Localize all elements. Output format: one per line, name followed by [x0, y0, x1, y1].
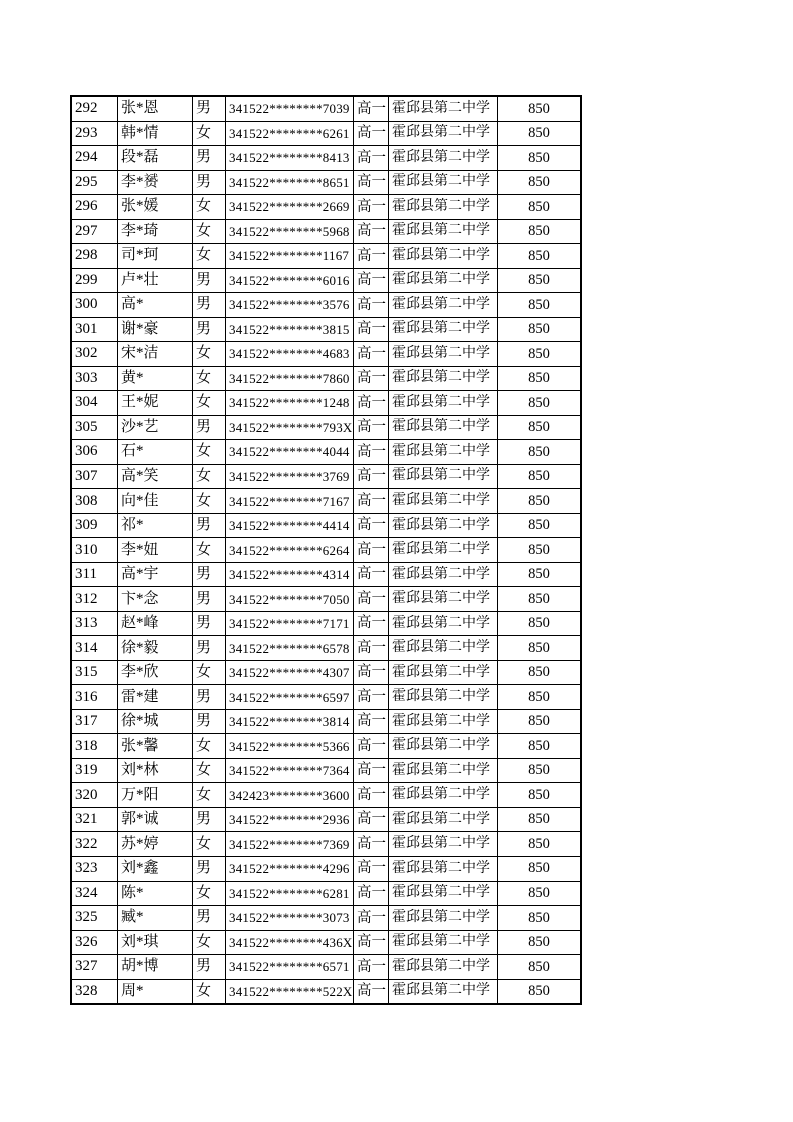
table-row — [72, 734, 580, 759]
cell-school: 霍邱县第二中学 — [389, 563, 498, 587]
cell-name: 赵*峰 — [118, 612, 193, 636]
cell-name: 郭*诚 — [118, 808, 193, 832]
cell-grade: 高一 — [354, 416, 389, 440]
cell-id_number: 341522********4683 — [226, 342, 354, 366]
cell-amount: 850 — [528, 370, 550, 387]
cell-id_number: 341522********7364 — [226, 759, 354, 783]
cell-row_no: 316 — [72, 685, 118, 709]
cell-amount: 850 — [528, 860, 550, 877]
cell-gender: 女 — [193, 465, 226, 489]
cell-grade: 高一 — [354, 882, 389, 906]
cell-row_no: 300 — [72, 293, 118, 317]
cell-amount: 850 — [528, 688, 550, 705]
cell-id_number: 341522********793X — [226, 416, 354, 440]
cell-name: 宋*洁 — [118, 342, 193, 366]
cell-grade: 高一 — [354, 514, 389, 538]
cell-row_no: 325 — [72, 906, 118, 930]
cell-name: 张*恩 — [118, 97, 193, 121]
cell-name: 张*媛 — [118, 195, 193, 219]
cell-row_no: 314 — [72, 636, 118, 660]
table-row — [72, 391, 580, 416]
cell-grade: 高一 — [354, 980, 389, 1004]
cell-grade: 高一 — [354, 759, 389, 783]
cell-grade: 高一 — [354, 587, 389, 611]
cell-grade: 高一 — [354, 269, 389, 293]
cell-grade: 高一 — [354, 122, 389, 146]
table-row — [72, 440, 580, 465]
table-row — [72, 146, 580, 171]
cell-grade: 高一 — [354, 832, 389, 856]
cell-id_number: 341522********7167 — [226, 489, 354, 513]
cell-school: 霍邱县第二中学 — [389, 685, 498, 709]
cell-grade: 高一 — [354, 293, 389, 317]
cell-school: 霍邱县第二中学 — [389, 195, 498, 219]
cell-name: 雷*建 — [118, 685, 193, 709]
cell-school: 霍邱县第二中学 — [389, 661, 498, 685]
cell-gender: 女 — [193, 980, 226, 1004]
cell-id_number: 341522********6597 — [226, 685, 354, 709]
table-row — [72, 220, 580, 245]
cell-amount: 850 — [528, 272, 550, 289]
cell-id_number: 341522********2936 — [226, 808, 354, 832]
cell-name: 万*阳 — [118, 783, 193, 807]
cell-grade: 高一 — [354, 367, 389, 391]
cell-grade: 高一 — [354, 931, 389, 955]
cell-gender: 男 — [193, 636, 226, 660]
cell-id_number: 341522********4044 — [226, 440, 354, 464]
cell-gender: 女 — [193, 244, 226, 268]
cell-row_no: 298 — [72, 244, 118, 268]
cell-id_number: 341522********8413 — [226, 146, 354, 170]
cell-gender: 男 — [193, 857, 226, 881]
cell-amount: 850 — [528, 198, 550, 215]
cell-amount: 850 — [528, 983, 550, 1000]
cell-school: 霍邱县第二中学 — [389, 342, 498, 366]
cell-row_no: 320 — [72, 783, 118, 807]
cell-grade: 高一 — [354, 710, 389, 734]
cell-school: 霍邱县第二中学 — [389, 367, 498, 391]
cell-row_no: 317 — [72, 710, 118, 734]
cell-gender: 男 — [193, 906, 226, 930]
cell-grade: 高一 — [354, 955, 389, 979]
table-row — [72, 293, 580, 318]
cell-id_number: 341522********7860 — [226, 367, 354, 391]
cell-amount: 850 — [528, 321, 550, 338]
cell-id_number: 341522********3815 — [226, 318, 354, 342]
cell-name: 臧* — [118, 906, 193, 930]
cell-amount: 850 — [528, 762, 550, 779]
cell-name: 张*馨 — [118, 734, 193, 758]
cell-id_number: 341522********1167 — [226, 244, 354, 268]
table-row — [72, 636, 580, 661]
cell-name: 韩*情 — [118, 122, 193, 146]
cell-amount: 850 — [528, 174, 550, 191]
student-roster-table — [70, 95, 582, 1005]
cell-id_number: 341522********7369 — [226, 832, 354, 856]
table-row — [72, 514, 580, 539]
table-row — [72, 955, 580, 980]
cell-grade: 高一 — [354, 342, 389, 366]
cell-id_number: 341522********3769 — [226, 465, 354, 489]
cell-gender: 女 — [193, 342, 226, 366]
table-row — [72, 587, 580, 612]
table-row — [72, 489, 580, 514]
cell-name: 向*佳 — [118, 489, 193, 513]
cell-grade: 高一 — [354, 440, 389, 464]
cell-row_no: 297 — [72, 220, 118, 244]
cell-grade: 高一 — [354, 465, 389, 489]
cell-gender: 男 — [193, 710, 226, 734]
cell-gender: 女 — [193, 440, 226, 464]
cell-gender: 男 — [193, 612, 226, 636]
cell-row_no: 304 — [72, 391, 118, 415]
cell-row_no: 308 — [72, 489, 118, 513]
cell-grade: 高一 — [354, 734, 389, 758]
cell-name: 刘*鑫 — [118, 857, 193, 881]
cell-name: 李*赟 — [118, 171, 193, 195]
cell-row_no: 312 — [72, 587, 118, 611]
cell-id_number: 341522********6016 — [226, 269, 354, 293]
cell-amount: 850 — [528, 492, 550, 509]
cell-row_no: 310 — [72, 538, 118, 562]
table-row — [72, 857, 580, 882]
cell-row_no: 326 — [72, 931, 118, 955]
cell-grade: 高一 — [354, 97, 389, 121]
cell-name: 李*妞 — [118, 538, 193, 562]
cell-row_no: 319 — [72, 759, 118, 783]
cell-name: 周* — [118, 980, 193, 1004]
cell-name: 高*笑 — [118, 465, 193, 489]
cell-school: 霍邱县第二中学 — [389, 538, 498, 562]
cell-id_number: 341522********7171 — [226, 612, 354, 636]
cell-grade: 高一 — [354, 195, 389, 219]
cell-gender: 男 — [193, 514, 226, 538]
cell-gender: 男 — [193, 97, 226, 121]
cell-gender: 男 — [193, 146, 226, 170]
cell-school: 霍邱县第二中学 — [389, 244, 498, 268]
cell-name: 高* — [118, 293, 193, 317]
cell-school: 霍邱县第二中学 — [389, 612, 498, 636]
table-row — [72, 612, 580, 637]
table-row — [72, 759, 580, 784]
cell-school: 霍邱县第二中学 — [389, 808, 498, 832]
cell-name: 胡*博 — [118, 955, 193, 979]
cell-gender: 女 — [193, 759, 226, 783]
cell-amount: 850 — [528, 639, 550, 656]
cell-name: 谢*豪 — [118, 318, 193, 342]
cell-gender: 女 — [193, 734, 226, 758]
table-row — [72, 710, 580, 735]
cell-school: 霍邱县第二中学 — [389, 391, 498, 415]
cell-amount: 850 — [528, 835, 550, 852]
cell-school: 霍邱县第二中学 — [389, 783, 498, 807]
table-row — [72, 269, 580, 294]
cell-row_no: 307 — [72, 465, 118, 489]
cell-grade: 高一 — [354, 146, 389, 170]
cell-name: 司*珂 — [118, 244, 193, 268]
cell-row_no: 328 — [72, 980, 118, 1004]
cell-gender: 男 — [193, 293, 226, 317]
cell-name: 高*宇 — [118, 563, 193, 587]
cell-name: 苏*婷 — [118, 832, 193, 856]
table-row — [72, 685, 580, 710]
cell-gender: 女 — [193, 489, 226, 513]
cell-grade: 高一 — [354, 318, 389, 342]
cell-name: 石* — [118, 440, 193, 464]
table-row — [72, 882, 580, 907]
cell-id_number: 341522********6571 — [226, 955, 354, 979]
cell-grade: 高一 — [354, 489, 389, 513]
cell-school: 霍邱县第二中学 — [389, 955, 498, 979]
cell-gender: 男 — [193, 269, 226, 293]
cell-amount: 850 — [528, 958, 550, 975]
cell-row_no: 306 — [72, 440, 118, 464]
cell-name: 陈* — [118, 882, 193, 906]
cell-id_number: 341522********8651 — [226, 171, 354, 195]
cell-amount: 850 — [528, 100, 550, 117]
cell-name: 卞*念 — [118, 587, 193, 611]
cell-id_number: 341522********6261 — [226, 122, 354, 146]
table-row — [72, 808, 580, 833]
cell-id_number: 341522********2669 — [226, 195, 354, 219]
cell-row_no: 315 — [72, 661, 118, 685]
cell-school: 霍邱县第二中学 — [389, 122, 498, 146]
cell-school: 霍邱县第二中学 — [389, 220, 498, 244]
table-row — [72, 318, 580, 343]
cell-grade: 高一 — [354, 220, 389, 244]
cell-row_no: 301 — [72, 318, 118, 342]
cell-grade: 高一 — [354, 661, 389, 685]
cell-id_number: 341522********1248 — [226, 391, 354, 415]
table-row — [72, 538, 580, 563]
cell-school: 霍邱县第二中学 — [389, 931, 498, 955]
cell-id_number: 341522********7039 — [226, 97, 354, 121]
cell-row_no: 321 — [72, 808, 118, 832]
cell-id_number: 341522********6281 — [226, 882, 354, 906]
cell-id_number: 341522********4307 — [226, 661, 354, 685]
cell-grade: 高一 — [354, 563, 389, 587]
table-row — [72, 783, 580, 808]
cell-school: 霍邱县第二中学 — [389, 416, 498, 440]
cell-row_no: 313 — [72, 612, 118, 636]
cell-school: 霍邱县第二中学 — [389, 759, 498, 783]
cell-name: 段*磊 — [118, 146, 193, 170]
cell-id_number: 341522********4296 — [226, 857, 354, 881]
cell-grade: 高一 — [354, 636, 389, 660]
cell-id_number: 341522********522X — [226, 980, 354, 1004]
cell-amount: 850 — [528, 934, 550, 951]
cell-school: 霍邱县第二中学 — [389, 587, 498, 611]
cell-gender: 女 — [193, 391, 226, 415]
table-row — [72, 244, 580, 269]
cell-amount: 850 — [528, 223, 550, 240]
cell-id_number: 341522********4414 — [226, 514, 354, 538]
table-row — [72, 122, 580, 147]
cell-name: 黄* — [118, 367, 193, 391]
cell-amount: 850 — [528, 419, 550, 436]
cell-id_number: 341522********6264 — [226, 538, 354, 562]
cell-amount: 850 — [528, 811, 550, 828]
cell-row_no: 327 — [72, 955, 118, 979]
cell-name: 祁* — [118, 514, 193, 538]
table-row — [72, 171, 580, 196]
cell-school: 霍邱县第二中学 — [389, 440, 498, 464]
cell-grade: 高一 — [354, 391, 389, 415]
cell-school: 霍邱县第二中学 — [389, 293, 498, 317]
cell-amount: 850 — [528, 664, 550, 681]
cell-row_no: 323 — [72, 857, 118, 881]
cell-amount: 850 — [528, 541, 550, 558]
cell-name: 王*妮 — [118, 391, 193, 415]
cell-id_number: 342423********3600 — [226, 783, 354, 807]
cell-amount: 850 — [528, 296, 550, 313]
cell-row_no: 294 — [72, 146, 118, 170]
cell-school: 霍邱县第二中学 — [389, 636, 498, 660]
cell-amount: 850 — [528, 885, 550, 901]
cell-row_no: 303 — [72, 367, 118, 391]
table-row — [72, 980, 580, 1004]
table-row — [72, 342, 580, 367]
cell-gender: 女 — [193, 783, 226, 807]
cell-amount: 850 — [528, 468, 550, 485]
cell-amount: 850 — [528, 345, 550, 362]
cell-id_number: 341522********3073 — [226, 906, 354, 930]
cell-school: 霍邱县第二中学 — [389, 710, 498, 734]
cell-grade: 高一 — [354, 857, 389, 881]
table-row — [72, 931, 580, 956]
cell-gender: 男 — [193, 171, 226, 195]
cell-school: 霍邱县第二中学 — [389, 318, 498, 342]
cell-amount: 850 — [528, 443, 550, 460]
cell-name: 徐*城 — [118, 710, 193, 734]
cell-school: 霍邱县第二中学 — [389, 906, 498, 930]
cell-gender: 男 — [193, 685, 226, 709]
cell-row_no: 309 — [72, 514, 118, 538]
cell-school: 霍邱县第二中学 — [389, 832, 498, 856]
cell-gender: 女 — [193, 367, 226, 391]
table-row — [72, 661, 580, 686]
cell-row_no: 295 — [72, 171, 118, 195]
cell-name: 徐*毅 — [118, 636, 193, 660]
cell-gender: 女 — [193, 882, 226, 906]
cell-grade: 高一 — [354, 171, 389, 195]
table-row — [72, 416, 580, 441]
cell-school: 霍邱县第二中学 — [389, 171, 498, 195]
table-row — [72, 832, 580, 857]
cell-row_no: 318 — [72, 734, 118, 758]
cell-school: 霍邱县第二中学 — [389, 734, 498, 758]
cell-grade: 高一 — [354, 244, 389, 268]
table-row — [72, 367, 580, 392]
cell-grade: 高一 — [354, 906, 389, 930]
cell-gender: 男 — [193, 416, 226, 440]
cell-row_no: 322 — [72, 832, 118, 856]
cell-row_no: 324 — [72, 882, 118, 906]
cell-grade: 高一 — [354, 685, 389, 709]
cell-amount: 850 — [528, 394, 550, 411]
cell-grade: 高一 — [354, 612, 389, 636]
cell-name: 沙*艺 — [118, 416, 193, 440]
cell-amount: 850 — [528, 125, 550, 142]
cell-school: 霍邱县第二中学 — [389, 857, 498, 881]
table-row — [72, 465, 580, 490]
cell-school: 霍邱县第二中学 — [389, 146, 498, 170]
cell-amount: 850 — [528, 566, 550, 583]
cell-gender: 女 — [193, 931, 226, 955]
cell-amount: 850 — [528, 615, 550, 632]
cell-amount: 850 — [528, 737, 550, 754]
table-row — [72, 195, 580, 220]
cell-gender: 男 — [193, 587, 226, 611]
cell-row_no: 302 — [72, 342, 118, 366]
cell-amount: 850 — [528, 590, 550, 607]
cell-gender: 女 — [193, 832, 226, 856]
cell-amount: 850 — [528, 786, 550, 803]
cell-school: 霍邱县第二中学 — [389, 980, 498, 1004]
cell-gender: 男 — [193, 563, 226, 587]
table-row — [72, 906, 580, 931]
cell-gender: 男 — [193, 955, 226, 979]
cell-id_number: 341522********5366 — [226, 734, 354, 758]
cell-row_no: 305 — [72, 416, 118, 440]
cell-gender: 男 — [193, 318, 226, 342]
cell-grade: 高一 — [354, 538, 389, 562]
cell-row_no: 296 — [72, 195, 118, 219]
cell-school: 霍邱县第二中学 — [389, 514, 498, 538]
cell-grade: 高一 — [354, 783, 389, 807]
cell-grade: 高一 — [354, 808, 389, 832]
cell-row_no: 292 — [72, 97, 118, 121]
cell-id_number: 341522********5968 — [226, 220, 354, 244]
cell-amount: 850 — [528, 909, 550, 926]
cell-gender: 男 — [193, 808, 226, 832]
table-row — [72, 563, 580, 588]
cell-id_number: 341522********4314 — [226, 563, 354, 587]
cell-gender: 女 — [193, 661, 226, 685]
cell-school: 霍邱县第二中学 — [389, 882, 498, 906]
cell-name: 李*琦 — [118, 220, 193, 244]
cell-id_number: 341522********3576 — [226, 293, 354, 317]
cell-row_no: 299 — [72, 269, 118, 293]
cell-row_no: 311 — [72, 563, 118, 587]
cell-school: 霍邱县第二中学 — [389, 489, 498, 513]
cell-gender: 女 — [193, 538, 226, 562]
cell-amount: 850 — [528, 517, 550, 534]
cell-amount: 850 — [528, 247, 550, 264]
cell-school: 霍邱县第二中学 — [389, 97, 498, 121]
cell-gender: 女 — [193, 220, 226, 244]
cell-id_number: 341522********436X — [226, 931, 354, 955]
cell-name: 李*欣 — [118, 661, 193, 685]
cell-amount: 850 — [528, 149, 550, 166]
cell-amount: 850 — [528, 713, 550, 730]
cell-gender: 女 — [193, 195, 226, 219]
cell-gender: 女 — [193, 122, 226, 146]
cell-school: 霍邱县第二中学 — [389, 269, 498, 293]
cell-name: 刘*林 — [118, 759, 193, 783]
table-row — [72, 97, 580, 122]
cell-name: 刘*琪 — [118, 931, 193, 955]
cell-id_number: 341522********3814 — [226, 710, 354, 734]
cell-name: 卢*壮 — [118, 269, 193, 293]
cell-row_no: 293 — [72, 122, 118, 146]
cell-id_number: 341522********6578 — [226, 636, 354, 660]
cell-id_number: 341522********7050 — [226, 587, 354, 611]
cell-school: 霍邱县第二中学 — [389, 465, 498, 489]
